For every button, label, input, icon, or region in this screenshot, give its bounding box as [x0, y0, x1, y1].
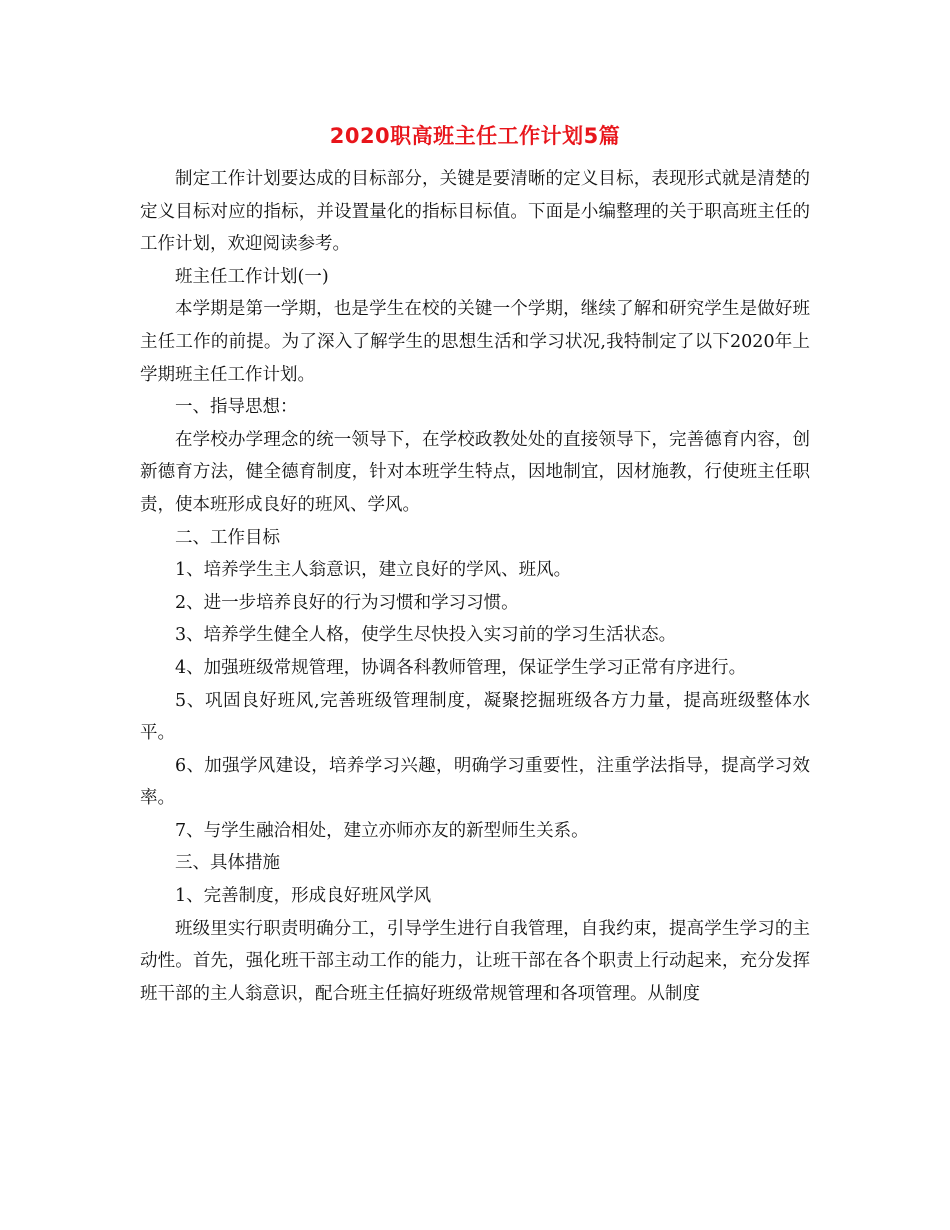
measure-subheading: 1、完善制度，形成良好班风学风: [175, 886, 432, 907]
goal-item: 1、培养学生主人翁意识，建立良好的学风、班风。: [175, 560, 572, 581]
goal-item: 7、与学生融洽相处，建立亦师亦友的新型师生关系。: [175, 820, 589, 841]
goal-item: 6、加强学风建设，培养学习兴趣，明确学习重要性，注重学法指导，提高学习效率。: [140, 755, 810, 809]
heading-work-goals: 二、工作目标: [175, 527, 280, 548]
heading-guiding-thought: 一、指导思想：: [175, 397, 298, 418]
goal-item: 5、巩固良好班风,完善班级管理制度，凝聚挖掘班级各方力量，提高班级整体水平。: [140, 690, 810, 744]
goal-item: 4、加强班级常规管理，协调各科教师管理，保证学生学习正常有序进行。: [175, 657, 747, 678]
goal-item: 2、进一步培养良好的行为习惯和学习习惯。: [175, 592, 519, 613]
plan-intro-paragraph: 本学期是第一学期，也是学生在校的关键一个学期，继续了解和研究学生是做好班主任工作的前提。为了深入了解学生的思想生活和学习状况,我特制定了以下2020年上学期班主任工作计划。: [140, 299, 810, 385]
document-body: [140, 163, 810, 1010]
guiding-thought-paragraph: 在学校办学理念的统一领导下，在学校政教处处的直接领导下，完善德育内容，创新德育方法，健全德育制度，针对本班学生特点，因地制宜，因材施教，行使班主任职责，使本班形成良好的班风、学风。: [140, 429, 810, 515]
goal-item: 3、培养学生健全人格，使学生尽快投入实习前的学习生活状态。: [175, 625, 677, 646]
heading-specific-measures: 三、具体措施: [175, 853, 280, 874]
section-heading-plan-one: 班主任工作计划(一): [175, 266, 329, 287]
intro-paragraph: 制定工作计划要达成的目标部分，关键是要清晰的定义目标，表现形式就是清楚的定义目标对应的指标，并设置量化的指标目标值。下面是小编整理的关于职高班主任的工作计划，欢迎阅读参考。: [140, 169, 810, 255]
measure-paragraph: 班级里实行职责明确分工，引导学生进行自我管理，自我约束，提高学生学习的主动性。首先，强化班干部主动工作的能力，让班干部在各个职责上行动起来，充分发挥班干部的主人翁意识，配合班主任搞好班级常规管理和各项管理。从制度: [140, 918, 810, 1004]
document-title: 2020职高班主任工作计划5篇: [329, 124, 621, 148]
